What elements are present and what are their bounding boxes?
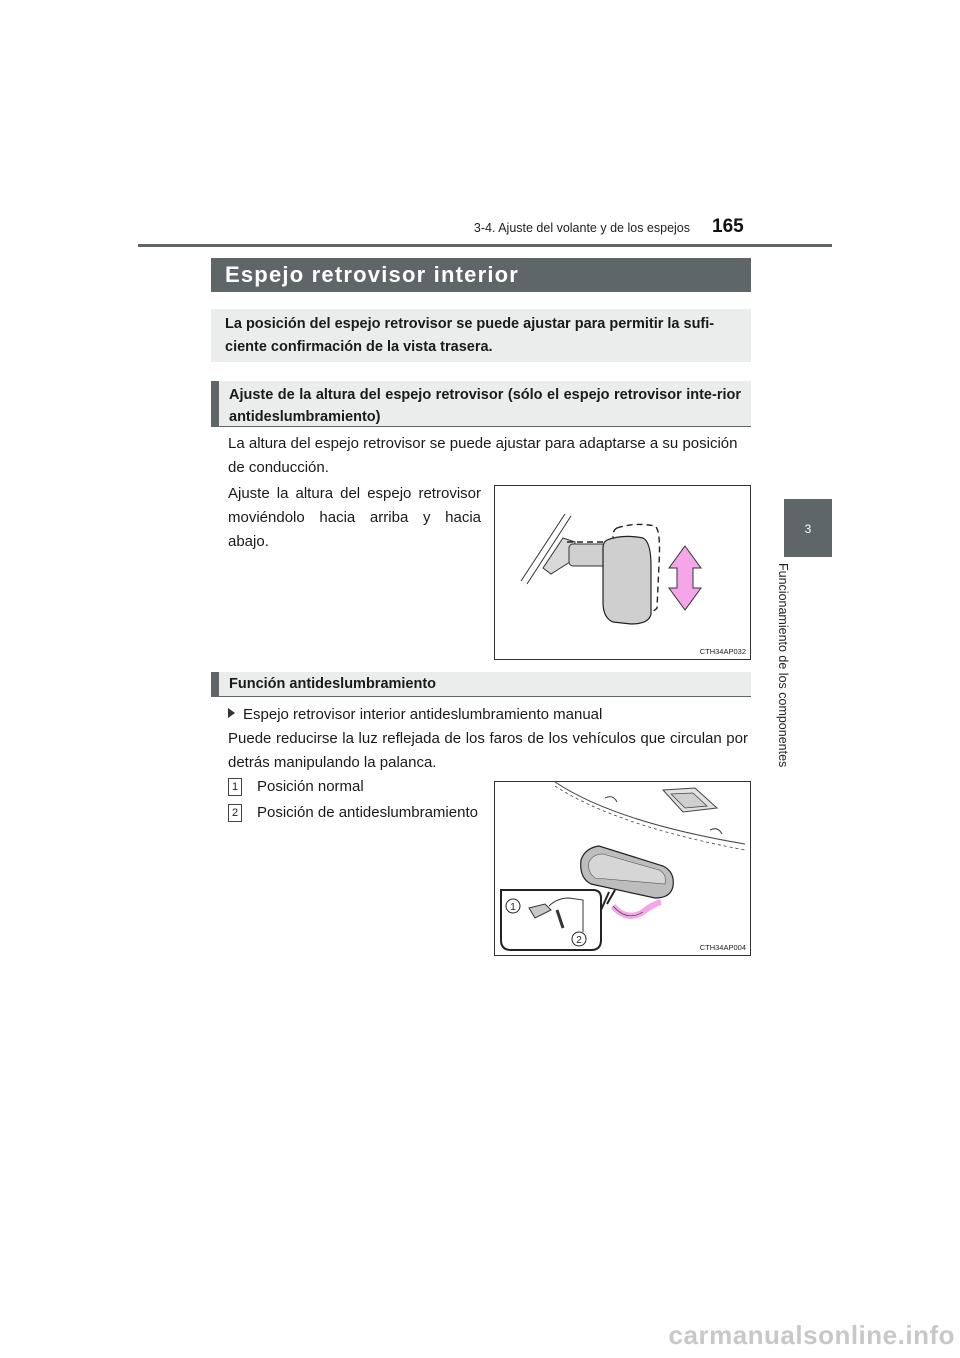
section-heading-height-adjust: Ajuste de la altura del espejo retrovisor (sólo el espejo retrovisor inte-rior antideslumbramiento) [211,381,751,427]
list-item [228,803,478,823]
height-adjust-instruction: Ajuste la altura del espejo retrovisor moviéndolo hacia arriba y hacia abajo. [228,485,481,550]
chapter-tab[interactable]: 3 [784,499,832,557]
item-number: 1 [228,778,242,796]
intro-summary: La posición del espejo retrovisor se puede ajustar para permitir la sufi-ciente confirmación de la vista trasera. [211,309,751,362]
figure-antiglare-lever [494,781,751,956]
watermark: carmanualsonline.info [668,1320,955,1350]
item-number: 2 [228,804,242,822]
bullet-arrow-icon [228,708,235,718]
item-label: Posición normal [257,778,364,795]
chapter-side-title: Funcionamiento de los componentes [776,563,790,768]
callout-1: 1 [510,902,516,913]
figure-code: CTH34AP004 [699,943,746,952]
bullet-manual-antiglare [228,703,602,727]
antiglare-paragraph: Puede reducirse la luz reflejada de los faros de los vehículos que circulan por detrás manipulando la palanca. [228,730,748,771]
figure-code: CTH34AP032 [699,647,746,656]
item-label: Posición de antideslumbramiento [257,804,478,821]
list-item [228,777,364,797]
header-section-title: 3-4. Ajuste del volante y de los espejos [473,221,690,235]
page-title: Espejo retrovisor interior [211,258,751,292]
mirror-height-illustration [495,486,750,659]
page-number: 165 [712,216,744,237]
figure-mirror-height [494,485,751,660]
height-adjust-paragraph: La altura del espejo retrovisor se puede ajustar para adaptarse a su posición de conducción. [228,435,738,476]
antiglare-illustration [495,782,750,955]
header-rule [138,244,832,247]
bullet-text: Espejo retrovisor interior antideslumbramiento manual [243,706,603,723]
section-heading-antiglare: Función antideslumbramiento [211,672,751,697]
callout-2: 2 [576,935,582,946]
